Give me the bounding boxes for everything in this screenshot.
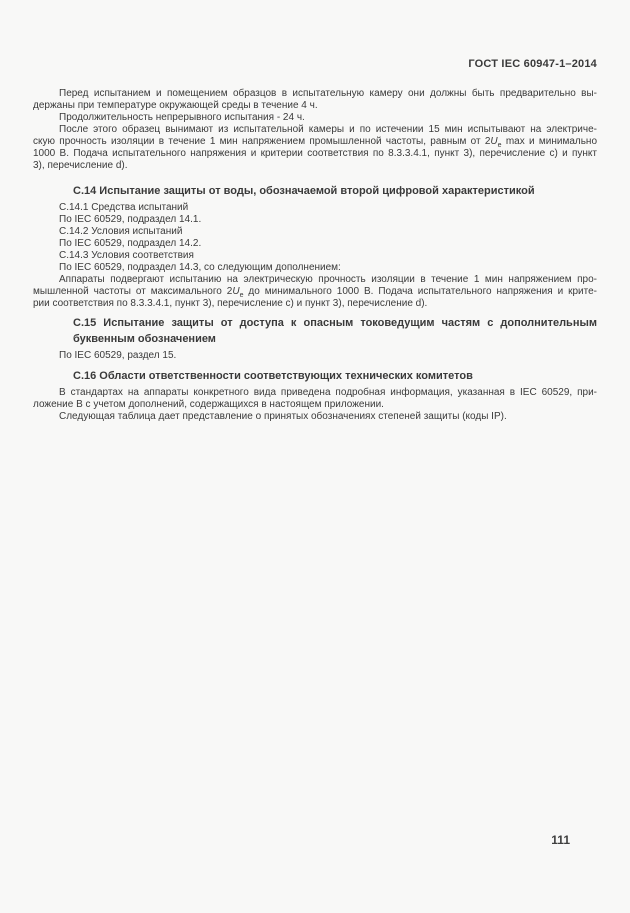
voltage-symbol: U	[232, 286, 240, 297]
text-line: Перед испытанием и помещением образцов в испытательную камеру они должны быть предварительно вы-	[59, 88, 597, 99]
heading-line: С.15 Испытание защиты от доступа к опасным токоведущим частям с дополнительным	[73, 317, 597, 329]
section-heading-c16: С.16 Области ответственности соответствующих технических комитетов	[73, 370, 473, 382]
text-line: Следующая таблица дает представление о принятых обозначениях степеней защиты (коды IP).	[59, 411, 507, 422]
text-line: В стандартах на аппараты конкретного вида приведена подробная информация, указанная в IEC 60529, при-	[59, 387, 597, 398]
text-line	[33, 286, 597, 298]
text-line: ложение В с учетом дополнений, содержащихся в настоящем приложении.	[33, 399, 384, 410]
text-line: По IEC 60529, раздел 15.	[59, 350, 177, 361]
text-line: По IEC 60529, подраздел 14.3, со следующим дополнением:	[59, 262, 341, 273]
text-line: С.14.1 Средства испытаний	[59, 202, 189, 213]
paragraph	[33, 387, 597, 423]
paragraph	[33, 88, 597, 112]
text-segment: мышленной частоты от максимального 2	[33, 286, 233, 297]
paragraph	[33, 274, 597, 310]
text-line: По IEC 60529, подраздел 14.2.	[59, 238, 202, 249]
page-number: 111	[551, 833, 570, 847]
page-content	[33, 57, 597, 423]
paragraph	[33, 124, 597, 172]
subscript-e: e	[239, 292, 244, 299]
text-segment: max и минимально	[505, 136, 598, 147]
text-line	[33, 136, 597, 148]
text-line: Продолжительность непрерывного испытания - 24 ч.	[59, 112, 305, 123]
text-line: держаны при температуре окружающей среды в течение 4 ч.	[33, 100, 318, 111]
section-heading-c15	[33, 315, 597, 347]
heading-line: буквенным обозначением	[73, 333, 216, 345]
subsection-list	[33, 202, 597, 274]
paragraph	[33, 112, 597, 124]
voltage-symbol: U	[490, 136, 498, 147]
subscript-e: e	[497, 142, 502, 149]
text-line: С.14.3 Условия соответствия	[59, 250, 194, 261]
section-heading-c14: С.14 Испытание защиты от воды, обозначаемой второй цифровой характеристикой	[73, 185, 535, 197]
text-line: 1000 В. Подача испытательного напряжения и критерии соответствия по 8.3.3.4.1, пункт 3), перечисление c) и пункт	[33, 148, 597, 159]
text-line: По IEC 60529, подраздел 14.1.	[59, 214, 202, 225]
text-line: Аппараты подвергают испытанию на электрическую прочность изоляции в течение 1 мин напряжением про-	[59, 274, 597, 285]
text-segment: до минимального 1000 В. Подача испытательного напряжения и крите-	[248, 286, 598, 297]
running-header: ГОСТ IEC 60947-1–2014	[468, 58, 597, 70]
text-segment: скую прочность изоляции в течение 1 мин напряжением промышленной частоты, равным от 2	[33, 136, 491, 147]
text-line: рии соответствия по 8.3.3.4.1, пункт 3), перечисление c) и пункт 3), перечисление d).	[33, 298, 428, 309]
text-line: С.14.2 Условия испытаний	[59, 226, 183, 237]
text-line: 3), перечисление d).	[33, 160, 128, 171]
text-line: После этого образец вынимают из испытательной камеры и по истечении 15 мин испытывают на электриче-	[59, 124, 597, 135]
